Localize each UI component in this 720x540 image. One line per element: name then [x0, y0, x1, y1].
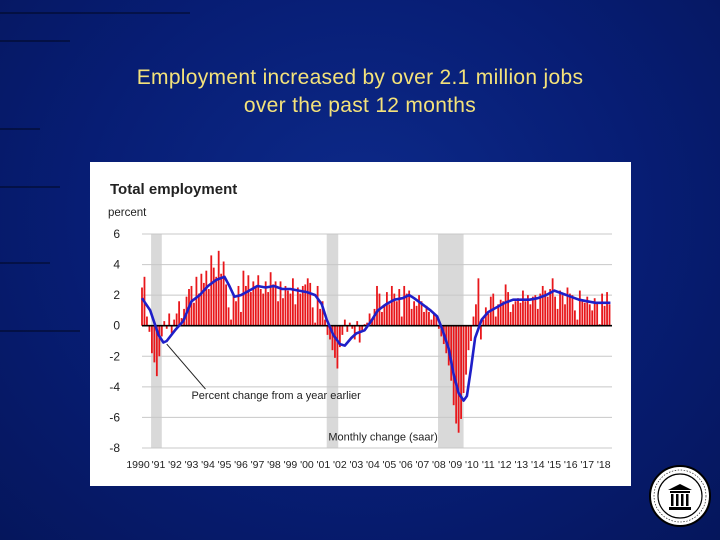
monthly-change-bar [193, 303, 195, 326]
monthly-change-bar [606, 292, 608, 326]
annotation-label: Percent change from a year earlier [191, 390, 361, 403]
monthly-change-bar [225, 284, 227, 325]
monthly-change-bar [542, 286, 544, 326]
monthly-change-bar [149, 326, 151, 332]
monthly-change-bar [307, 278, 309, 325]
y-tick-label: 0 [113, 318, 120, 333]
monthly-change-bar [423, 312, 425, 326]
monthly-change-bar [455, 326, 457, 424]
x-tick-label: '07 [415, 459, 430, 471]
monthly-change-bar [262, 294, 264, 326]
y-tick-label: 6 [113, 227, 120, 241]
monthly-change-bar [153, 326, 155, 363]
monthly-change-bar [554, 297, 556, 326]
monthly-change-bar [381, 312, 383, 326]
x-tick-label: 1990 [126, 459, 150, 471]
monthly-change-bar [463, 326, 465, 393]
y-tick-label: -2 [109, 349, 120, 364]
monthly-change-bar [257, 275, 259, 325]
y-tick-label: -4 [109, 379, 120, 394]
monthly-change-bar [552, 278, 554, 325]
x-tick-label: '94 [201, 459, 215, 471]
recession-shading [151, 234, 464, 448]
monthly-change-bar [317, 286, 319, 326]
monthly-change-bar [141, 288, 143, 326]
monthly-change-bar [337, 326, 339, 369]
x-tick-label: '05 [382, 459, 397, 471]
monthly-change-bar [413, 301, 415, 325]
annotation-label: Monthly change (saar) [328, 431, 438, 444]
monthly-change-bar [388, 304, 390, 325]
monthly-change-bar [292, 278, 294, 325]
monthly-change-bar [517, 298, 519, 326]
x-tick-label: '95 [217, 459, 232, 471]
monthly-change-bar [529, 304, 531, 325]
monthly-change-bar [277, 301, 279, 325]
chart-panel [90, 162, 631, 486]
monthly-change-bar [228, 307, 230, 325]
monthly-change-bar [267, 292, 269, 326]
y-axis-ticks [109, 227, 120, 455]
monthly-change-bar [522, 291, 524, 326]
monthly-change-bar [403, 286, 405, 326]
monthly-change-bar [406, 294, 408, 326]
monthly-change-bar [574, 310, 576, 325]
x-tick-label: '00 [300, 459, 314, 471]
monthly-change-bar [401, 317, 403, 326]
x-tick-label: '06 [399, 459, 413, 471]
x-tick-label: '96 [234, 459, 248, 471]
monthly-change-bar [572, 295, 574, 326]
monthly-change-bar [334, 326, 336, 358]
monthly-change-bar [309, 283, 311, 326]
x-tick-label: '14 [530, 459, 545, 471]
monthly-change-bar [460, 326, 462, 419]
monthly-change-bar [287, 291, 289, 326]
monthly-change-bar [240, 312, 242, 326]
monthly-change-bar [591, 310, 593, 325]
monthly-change-bar [532, 297, 534, 326]
monthly-change-bar [537, 309, 539, 326]
x-tick-label: '03 [349, 459, 364, 471]
x-tick-label: '12 [497, 459, 512, 471]
monthly-change-bar [243, 271, 245, 326]
monthly-change-bar [233, 294, 235, 326]
monthly-change-bar [238, 286, 240, 326]
monthly-change-bar [168, 313, 170, 325]
slide-title-line-2: over the past 12 months [243, 94, 477, 117]
x-tick-label: '18 [596, 459, 611, 471]
x-tick-label: '13 [514, 459, 529, 471]
y-axis-label: percent [108, 207, 147, 219]
monthly-change-bar [341, 326, 343, 335]
monthly-change-bar [559, 291, 561, 326]
monthly-change-bar [235, 301, 237, 325]
monthly-change-bar [411, 309, 413, 326]
x-tick-label: '04 [366, 459, 380, 471]
monthly-change-bar [151, 326, 153, 354]
monthly-change-bar [473, 317, 475, 326]
monthly-change-bar [312, 307, 314, 325]
monthly-change-bar [270, 272, 272, 326]
slide-title [0, 64, 720, 120]
monthly-change-bar [562, 295, 564, 326]
monthly-change-bar [495, 317, 497, 326]
monthly-change-bar [198, 294, 200, 326]
y-tick-label: -8 [109, 441, 120, 455]
monthly-change-bar [297, 288, 299, 326]
monthly-change-bar [396, 301, 398, 325]
total-employment-chart [90, 162, 631, 486]
monthly-change-bar [428, 312, 430, 326]
monthly-change-bar [285, 286, 287, 326]
x-axis-ticks [126, 459, 610, 471]
monthly-change-bar [299, 294, 301, 326]
monthly-change-bar [564, 304, 566, 325]
monthly-change-bar [579, 291, 581, 326]
monthly-change-bar [480, 326, 482, 340]
monthly-change-bar [512, 304, 514, 325]
monthly-change-bar [458, 326, 460, 433]
monthly-change-bar [589, 304, 591, 325]
y-tick-label: -6 [109, 410, 120, 425]
annotations [167, 344, 438, 443]
monthly-change-bar [260, 289, 262, 326]
monthly-change-bar [418, 295, 420, 326]
x-tick-label: '17 [580, 459, 595, 471]
monthly-change-bar [596, 303, 598, 326]
monthly-change-bar [520, 303, 522, 326]
monthly-change-bar [230, 320, 232, 326]
monthly-change-bar [584, 303, 586, 326]
monthly-change-bar [470, 326, 472, 341]
monthly-change-bar [505, 284, 507, 325]
monthly-change-bar [468, 326, 470, 350]
monthly-change-bar [319, 309, 321, 326]
monthly-change-bar [208, 289, 210, 326]
annotation-pointer [167, 344, 206, 389]
monthly-change-bar [376, 286, 378, 326]
x-tick-label: '91 [151, 459, 166, 471]
x-tick-label: '02 [333, 459, 347, 471]
monthly-change-bar [487, 313, 489, 325]
monthly-change-bar [576, 320, 578, 326]
monthly-change-bar [567, 288, 569, 326]
federal-reserve-seal-icon [648, 464, 712, 528]
x-tick-label: '93 [184, 459, 199, 471]
monthly-change-bar [178, 301, 180, 325]
monthly-change-bar [205, 271, 207, 326]
monthly-change-bar [359, 326, 361, 343]
gridlines [142, 234, 612, 448]
x-tick-label: '01 [316, 459, 331, 471]
monthly-change-bar [176, 313, 178, 325]
x-tick-label: '97 [250, 459, 265, 471]
monthly-change-bar [398, 289, 400, 326]
monthly-change-bar [346, 326, 348, 332]
x-tick-label: '15 [547, 459, 562, 471]
y-tick-label: 4 [113, 257, 120, 272]
monthly-change-bar [525, 301, 527, 325]
monthly-change-bar [215, 277, 217, 326]
monthly-change-bar [416, 306, 418, 326]
monthly-change-bar [391, 286, 393, 326]
monthly-change-bar [569, 294, 571, 326]
x-tick-label: '09 [448, 459, 463, 471]
monthly-change-bar [146, 317, 148, 326]
monthly-change-bar [431, 320, 433, 326]
y-tick-label: 2 [113, 288, 120, 303]
monthly-change-bar [173, 320, 175, 326]
slide-title-line-1: Employment increased by over 2.1 million jobs [136, 66, 584, 89]
x-tick-label: '92 [168, 459, 182, 471]
monthly-change-bar [213, 268, 215, 326]
monthly-change-bar [581, 300, 583, 326]
monthly-change-bar [601, 294, 603, 326]
monthly-change-bar [200, 274, 202, 326]
x-tick-label: '08 [431, 459, 446, 471]
monthly-change-bar [515, 301, 517, 325]
monthly-change-bar [465, 326, 467, 375]
x-tick-label: '10 [464, 459, 479, 471]
x-tick-label: '16 [563, 459, 578, 471]
monthly-change-bars [141, 251, 610, 433]
monthly-change-bar [475, 304, 477, 325]
monthly-change-bar [218, 251, 220, 326]
monthly-change-bar [272, 284, 274, 325]
x-tick-label: '11 [481, 459, 495, 471]
monthly-change-bar [557, 309, 559, 326]
monthly-change-bar [223, 262, 225, 326]
monthly-change-bar [547, 297, 549, 326]
monthly-change-bar [161, 326, 163, 337]
monthly-change-bar [220, 274, 222, 326]
monthly-change-bar [609, 304, 611, 325]
chart-title: Total employment [110, 181, 238, 198]
monthly-change-bar [386, 292, 388, 326]
x-tick-label: '98 [267, 459, 281, 471]
monthly-change-bar [247, 275, 249, 325]
monthly-change-bar [327, 326, 329, 335]
monthly-change-bar [158, 326, 160, 357]
x-tick-label: '99 [283, 459, 298, 471]
monthly-change-bar [510, 312, 512, 326]
monthly-change-bar [210, 255, 212, 325]
monthly-change-bar [478, 278, 480, 325]
monthly-change-bar [290, 294, 292, 326]
monthly-change-bar [604, 306, 606, 326]
monthly-change-bar [507, 292, 509, 326]
monthly-change-bar [344, 320, 346, 326]
monthly-change-bar [282, 298, 284, 326]
monthly-change-bar [196, 277, 198, 326]
monthly-change-bar [294, 304, 296, 325]
monthly-change-bar [250, 292, 252, 326]
monthly-change-bar [255, 286, 257, 326]
